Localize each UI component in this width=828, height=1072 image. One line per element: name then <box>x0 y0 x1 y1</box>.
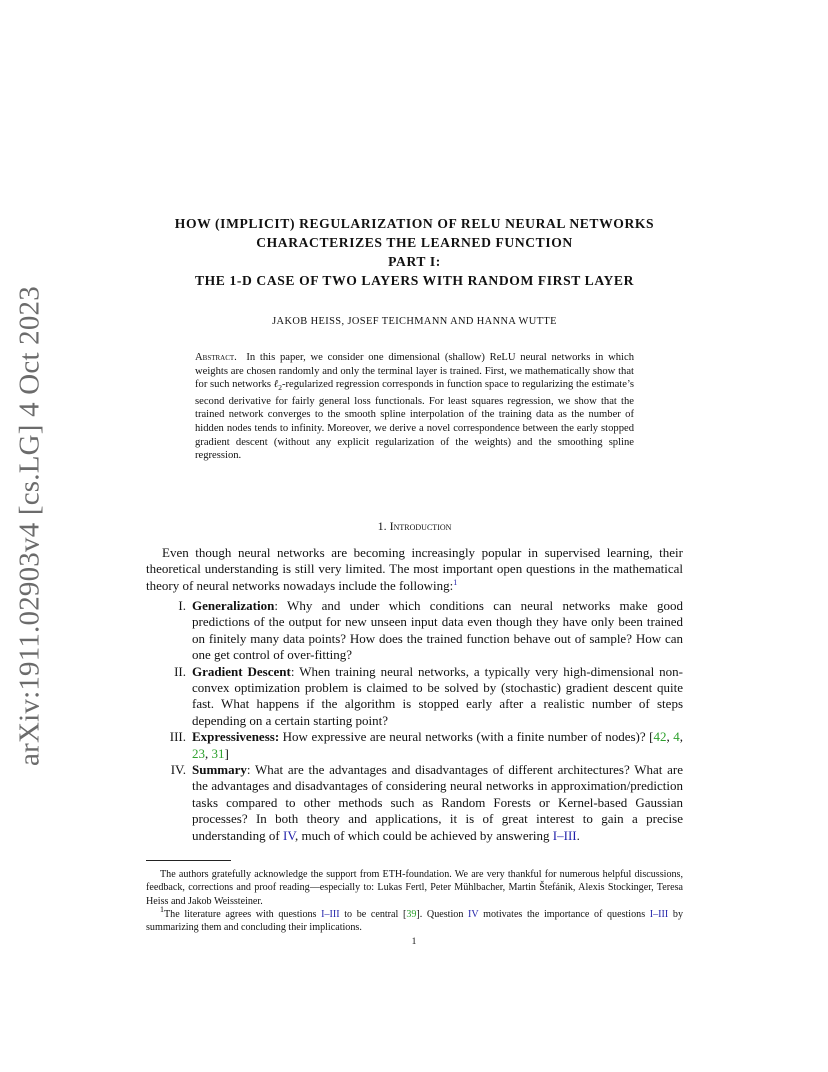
questions-list <box>146 598 683 844</box>
paper-title <box>146 214 683 290</box>
item-heading: Expressiveness: <box>192 729 280 745</box>
abstract-text: In this paper, we consider one dimensional (shallow) ReLU neural networks in which weights are chosen randomly and only the terminal layer is trained. First, we mathematically show that for such networks <box>195 352 635 391</box>
item-number: IV. <box>170 762 186 778</box>
section-title: Introduction <box>389 519 452 533</box>
abstract <box>195 351 634 463</box>
title-line: PART I: <box>388 254 441 269</box>
list-item <box>146 598 683 664</box>
ell-subscript: 2 <box>278 383 282 393</box>
section-heading <box>146 519 683 534</box>
item-number: II. <box>174 663 186 679</box>
citation-link[interactable]: 23 <box>192 745 205 761</box>
item-heading: Gradient Descent <box>192 663 291 679</box>
footnote-link[interactable]: 1 <box>453 577 458 587</box>
footnote-mark: 1 <box>160 904 164 914</box>
reference-link[interactable]: I–III <box>552 827 577 843</box>
footnote-1 <box>146 904 683 935</box>
list-item: III. Expressiveness: How expressive are neural networks (with a finite number of nodes)? [42, 4, 23, 31] <box>146 729 683 762</box>
footnotes <box>146 868 683 934</box>
list-item <box>146 762 683 844</box>
footnote-text: by summarizing them and concluding their implications. <box>146 908 683 934</box>
title-line: HOW (IMPLICIT) REGULARIZATION OF RELU NEURAL NETWORKS <box>174 216 655 231</box>
footnote-text: The literature agrees with questions <box>164 908 322 920</box>
footnote-rule <box>146 860 231 861</box>
citation-link[interactable]: 39 <box>406 908 417 920</box>
abstract-text: -regularized regression corresponds in function space to regularizing the estimate’s second derivative for fairly general loss functionals. For least squares regression, we show that the trained network converges to the smooth spline interpolation of the training data as the number of hidden nodes tends to infinity. Moreover, we derive a novel correspondence between the early stopped gradient descent (without any explicit regularization of the weights) and the smoothing spline regression. <box>195 379 635 462</box>
footnote-text: ]. Question <box>416 908 469 920</box>
item-text: , much of which could be achieved by answering <box>295 827 553 843</box>
citation-link[interactable]: 42 <box>653 729 667 745</box>
page-number: 1 <box>411 937 417 947</box>
item-heading: Generalization <box>192 598 275 613</box>
intro-text: Even though neural networks are becoming increasingly popular in supervised learning, their theoretical understanding is still very limited. The most important open questions in the mathematical theory of neural networks nowadays include the following: <box>146 545 683 593</box>
reference-link[interactable]: I–III <box>321 908 340 920</box>
arxiv-identifier: arXiv:1911.02903v4 [cs.LG] 4 Oct 2023 <box>13 286 46 766</box>
abstract-label: Abstract. <box>195 352 237 363</box>
section-number: 1. <box>377 519 387 533</box>
item-number: I. <box>178 598 186 613</box>
arxiv-sidebar-stamp <box>8 286 52 766</box>
item-text-end: ] <box>224 745 229 761</box>
item-text: : When training neural networks, a typically very high-dimensional non-convex optimization problem is claimed to be solved by (stochastic) gradient descent quite fast. What happens if the algorithm is stopped early after a realistic number of steps depending on a certain starting point? <box>192 663 683 728</box>
reference-link[interactable]: IV <box>282 827 296 843</box>
title-line: THE 1-D CASE OF TWO LAYERS WITH RANDOM FIRST LAYER <box>194 273 635 288</box>
item-text: : Why and under which conditions can neural networks make good predictions of the output for new unseen input data even though they have only been trained on finitely many data points? How does the trained function behave out of sample? How can one get control of over-fitting? <box>192 598 683 663</box>
item-text: : What are the advantages and disadvantages of different architectures? What are the advantages and disadvantages of considering neural networks in approximation/prediction tasks compared to other methods such as Random Forests or Kernel-based Gaussian processes? In both theory and applications, it is of great interest to gain a precise understanding of <box>192 762 683 843</box>
list-item <box>146 664 683 730</box>
author-list: JAKOB HEISS, JOSEF TEICHMANN AND HANNA WUTTE <box>272 316 557 327</box>
footnote-text: motivates the importance of questions <box>478 908 650 920</box>
reference-link[interactable]: IV <box>468 908 479 920</box>
reference-link[interactable]: I–III <box>649 908 669 920</box>
item-text-end: . <box>576 827 580 843</box>
item-heading: Summary <box>192 762 247 778</box>
ell-symbol: ℓ <box>273 379 279 391</box>
citation-link[interactable]: 4 <box>673 729 680 745</box>
item-number: III. <box>169 729 186 745</box>
item-text: How expressive are neural networks (with a finite number of nodes)? [ <box>279 729 654 745</box>
citation-link[interactable]: 31 <box>211 745 225 761</box>
title-line: CHARACTERIZES THE LEARNED FUNCTION <box>256 235 573 250</box>
intro-paragraph <box>146 545 683 594</box>
footnote-text: to be central [ <box>339 908 407 920</box>
acknowledgement-footnote: The authors gratefully acknowledge the support from ETH-foundation. We are very thankful for numerous helpful discussions, feedback, corrections and proof reading—especially to: Lukas Fertl, Peter Mühlbacher, Martin Štefánik, Alexis Stockinger, Teresa Heiss and Jakob Weissteiner. <box>146 869 683 907</box>
